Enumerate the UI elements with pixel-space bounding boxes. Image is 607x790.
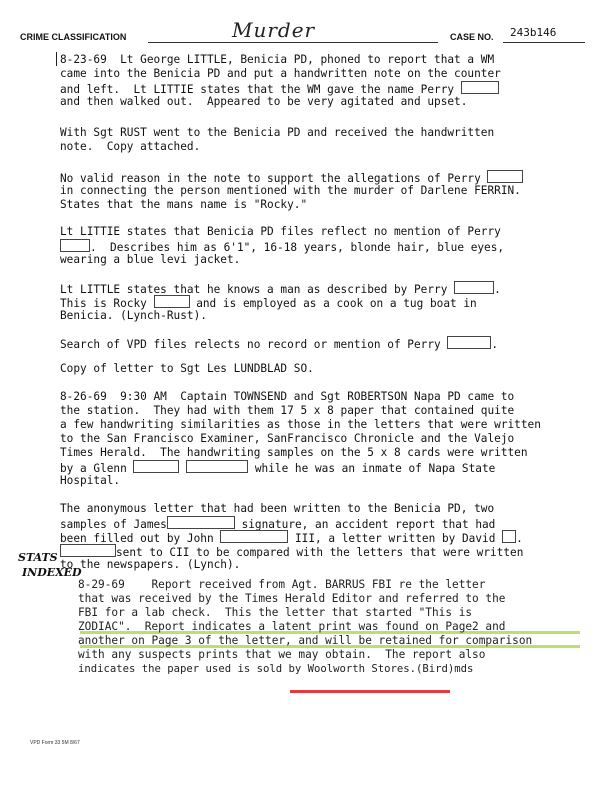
case-number-label: CASE NO. xyxy=(450,32,494,42)
entry-9-line-5: to the newspapers. (Lynch). xyxy=(60,558,241,571)
form-header xyxy=(20,18,587,48)
margin-mark xyxy=(56,52,57,66)
final-entry-line-3: FBI for a lab check. This the letter that started "This is xyxy=(78,606,473,619)
final-entry-line-1: 8-29-69 Report received from Agt. BARRUS FBI re the letter xyxy=(78,578,486,591)
crime-classification-label: CRIME CLASSIFICATION xyxy=(20,32,127,42)
entry-7-line-1: Copy of letter to Sgt Les LUNDBLAD SO. xyxy=(60,362,314,375)
entry-4-line-1: Lt LITTIE states that Benicia PD files reflect no mention of Perry xyxy=(60,225,501,238)
entry-8-line-5: Times Herald. The handwriting samples on the 5 x 8 cards were written xyxy=(60,446,528,459)
crime-classification-line xyxy=(148,42,438,43)
redaction-box xyxy=(487,170,523,183)
entry-8-line-1: 8-26-69 9:30 AM Captain TOWNSEND and Sgt ROBERTSON Napa PD came to xyxy=(60,390,515,403)
entry-4-line-2: . Describes him as 6'1", 16-18 years, blonde hair, blue eyes, xyxy=(60,239,504,255)
entry-9-line-3: been filled out by John III, a letter written by David . xyxy=(60,532,523,545)
handwritten-indexed-stamp: INDEXED xyxy=(22,566,82,579)
entry-3-line-3: States that the mans name is "Rocky." xyxy=(60,198,308,211)
final-entry-line-5: another on Page 3 of the letter, and will be retained for comparison xyxy=(78,634,533,647)
redaction-box xyxy=(461,81,499,94)
final-entry-line-2: that was received by the Times Herald Editor and referred to the xyxy=(78,592,506,605)
entry-5-line-3: Benicia. (Lynch-Rust). xyxy=(60,309,207,322)
entry-4-line-3: wearing a blue levi jacket. xyxy=(60,253,241,266)
redaction-box xyxy=(447,336,491,349)
redaction-box xyxy=(154,295,190,308)
redaction-box xyxy=(60,239,90,252)
handwritten-stats-stamp: STATS xyxy=(18,551,58,564)
entry-6-line-1: Search of VPD files relects no record or mention of Perry . xyxy=(60,338,499,351)
entry-1-line-4: and then walked out. Appeared to be very agitated and upset. xyxy=(60,95,468,108)
entry-9-line-4: sent to CII to be compared with the letters that were written xyxy=(60,544,523,560)
entry-1-line-1: 8-23-69 Lt George LITTLE, Benicia PD, phoned to report that a WM xyxy=(60,53,495,66)
redaction-box xyxy=(60,544,116,557)
entry-1-line-3: and left. Lt LITTIE states that the WM gave the name Perry xyxy=(60,81,499,97)
entry-9-line-2: samples of James signature, an accident report that had xyxy=(60,518,496,531)
redaction-box xyxy=(220,530,288,543)
red-underline xyxy=(290,690,450,693)
entry-1-line-2: came into the Benicia PD and put a handwritten note on the counter xyxy=(60,67,501,80)
redaction-box xyxy=(133,460,179,473)
redaction-box xyxy=(502,530,516,543)
final-entry-line-6: with any suspects prints that we may obtain. The report also xyxy=(78,648,486,661)
entry-8-line-2: the station. They had with them 17 5 x 8 paper that contained quite xyxy=(60,404,515,417)
entry-8-line-4: to the San Francisco Examiner, SanFrancisco Chronicle and the Valejo xyxy=(60,432,515,445)
entry-9-line-1: The anonymous letter that had been written to the Benicia PD, two xyxy=(60,502,495,515)
entry-5-line-1: Lt LITTLE states that he knows a man as described by Perry . xyxy=(60,283,501,296)
entry-8-line-7: Hospital. xyxy=(60,474,121,487)
entry-2-line-1: With Sgt RUST went to the Benicia PD and received the handwritten xyxy=(60,126,495,139)
entry-5-line-2: This is Rocky and is employed as a cook on a tug boat in xyxy=(60,297,477,310)
entry-3-line-2: in connecting the person mentioned with the murder of Darlene FERRIN. xyxy=(60,184,521,197)
final-entry-line-7: indicates the paper used is sold by Woolworth Stores.(Bird)mds xyxy=(78,663,474,675)
form-footer: VPD Form 33 5M 8/67 xyxy=(30,740,80,746)
entry-3-line-1: No valid reason in the note to support the allegations of Perry xyxy=(60,170,523,186)
case-number-line xyxy=(503,42,585,43)
entry-2-line-2: note. Copy attached. xyxy=(60,140,201,153)
redaction-box xyxy=(167,516,235,529)
entry-8-line-6: by a Glenn while he was an inmate of Napa State xyxy=(60,462,496,475)
redaction-box xyxy=(186,460,248,473)
crime-classification-value: Murder xyxy=(232,18,316,42)
redaction-box xyxy=(454,281,494,294)
case-number-value: 243b146 xyxy=(510,26,557,39)
final-entry-line-4: ZODIAC". Report indicates a latent print was found on Page2 and xyxy=(78,620,506,633)
entry-8-line-3: a few handwriting similarities as those in the letters that were written xyxy=(60,418,541,431)
